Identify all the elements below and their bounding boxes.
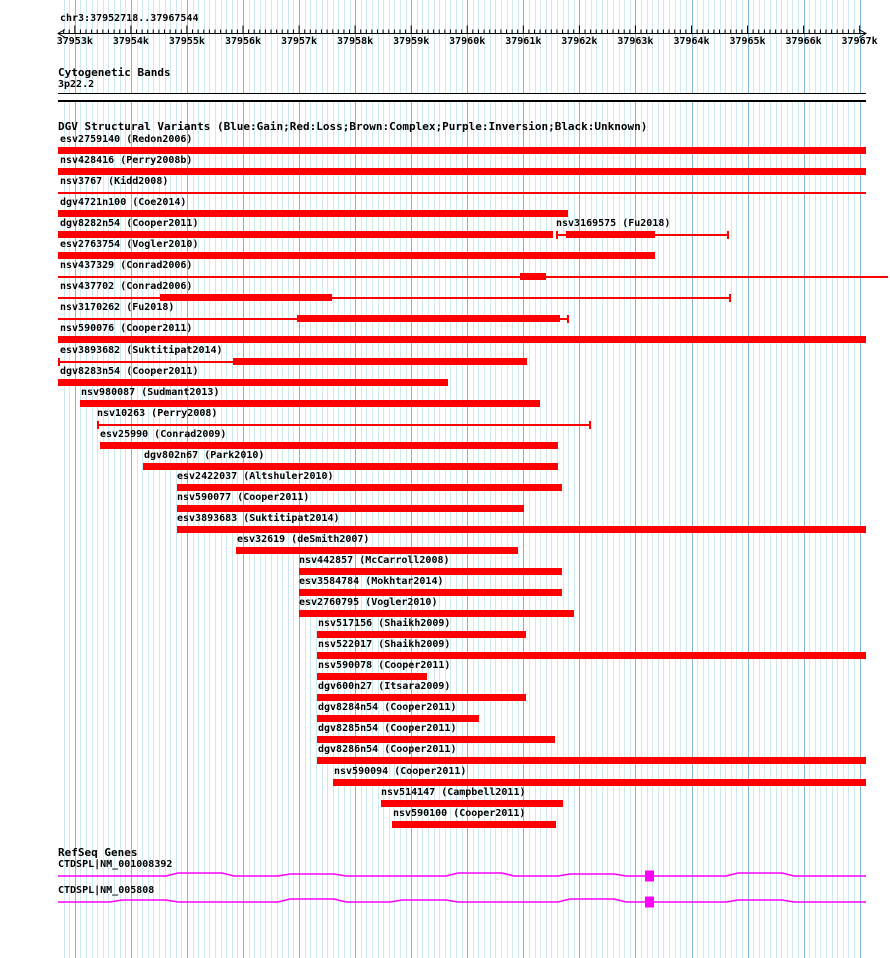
- variant-bar[interactable]: [589, 421, 591, 429]
- ruler-tick-label: 37953k: [56, 36, 93, 47]
- variant-bar[interactable]: [233, 358, 527, 365]
- variant-bar[interactable]: [160, 294, 332, 301]
- variant-bar[interactable]: [297, 315, 560, 322]
- variant-bar[interactable]: [567, 315, 569, 323]
- variant-bar[interactable]: [98, 424, 590, 426]
- variant-label: nsv514147 (Campbell2011): [381, 787, 526, 798]
- variant-bar[interactable]: [332, 297, 730, 299]
- variant-bar[interactable]: [381, 800, 563, 807]
- gene-label: CTDSPL|NM_005808: [58, 885, 155, 896]
- variant-label: nsv10263 (Perry2008): [97, 408, 218, 419]
- variant-bar[interactable]: [317, 757, 866, 764]
- variant-label: dgv8283n54 (Cooper2011): [60, 366, 199, 377]
- ruler-tick-label: 37960k: [449, 36, 486, 47]
- variant-bar[interactable]: [729, 294, 731, 302]
- variant-label: esv3893682 (Suktitipat2014): [60, 345, 223, 356]
- variant-bar[interactable]: [317, 694, 526, 701]
- variant-label: esv3893683 (Suktitipat2014): [177, 513, 340, 524]
- cytoband-label: 3p22.2: [58, 79, 95, 90]
- variant-label: dgv8282n54 (Cooper2011): [60, 218, 199, 229]
- variant-bar[interactable]: [143, 463, 558, 470]
- variant-bar[interactable]: [177, 505, 524, 512]
- variant-label: nsv980087 (Sudmant2013): [81, 387, 220, 398]
- variant-bar[interactable]: [557, 234, 566, 236]
- variant-bar[interactable]: [317, 652, 866, 659]
- variant-label: nsv590078 (Cooper2011): [318, 660, 451, 671]
- variant-bar[interactable]: [655, 234, 728, 236]
- variant-bar[interactable]: [727, 231, 729, 239]
- gene-line[interactable]: [58, 899, 866, 902]
- variant-bar[interactable]: [100, 442, 558, 449]
- gene-label: CTDSPL|NM_001008392: [58, 859, 173, 870]
- ruler-tick-label: 37959k: [393, 36, 430, 47]
- refseq-section-title: RefSeq Genes: [58, 846, 138, 859]
- variant-bar[interactable]: [317, 631, 526, 638]
- variant-bar[interactable]: [317, 673, 427, 680]
- variant-label: nsv3767 (Kidd2008): [60, 176, 169, 187]
- variant-label: nsv442857 (McCarroll2008): [299, 555, 450, 566]
- variant-bar[interactable]: [58, 192, 866, 194]
- variant-bar[interactable]: [299, 610, 574, 617]
- variant-bar[interactable]: [299, 589, 562, 596]
- dgv-section-title: DGV Structural Variants (Blue:Gain;Red:Loss;Brown:Complex;Purple:Inversion;Black:Unknown): [58, 120, 648, 133]
- variant-bar[interactable]: [58, 276, 888, 278]
- variant-bar[interactable]: [58, 252, 655, 259]
- variant-label: nsv428416 (Perry2008b): [60, 155, 193, 166]
- ruler-tick-label: 37967k: [841, 36, 878, 47]
- ruler-tick-label: 37963k: [617, 36, 654, 47]
- variant-label: nsv3170262 (Fu2018): [60, 302, 175, 313]
- variant-label: esv2759140 (Redon2006): [60, 134, 193, 145]
- variant-label: dgv8286n54 (Cooper2011): [318, 744, 457, 755]
- variant-bar[interactable]: [58, 336, 866, 343]
- variant-label: dgv4721n100 (Coe2014): [60, 197, 187, 208]
- variant-bar[interactable]: [177, 484, 562, 491]
- variant-label: nsv590094 (Cooper2011): [334, 766, 467, 777]
- variant-label: dgv802n67 (Park2010): [144, 450, 265, 461]
- gene-exon-marker[interactable]: [645, 897, 654, 908]
- variant-bar[interactable]: [58, 168, 866, 175]
- ruler-tick-label: 37962k: [561, 36, 598, 47]
- variant-bar[interactable]: [317, 715, 479, 722]
- ruler-tick-label: 37961k: [505, 36, 542, 47]
- ruler-tick-label: 37957k: [280, 36, 318, 47]
- gene-line[interactable]: [58, 873, 866, 876]
- variant-bar[interactable]: [236, 547, 518, 554]
- variant-label: nsv590077 (Cooper2011): [177, 492, 310, 503]
- variant-bar[interactable]: [392, 821, 556, 828]
- variant-label: esv2422037 (Altshuler2010): [177, 471, 334, 482]
- variant-bar[interactable]: [58, 210, 568, 217]
- variant-label: esv3584784 (Mokhtar2014): [299, 576, 444, 587]
- ruler-tick-label: 37965k: [729, 36, 766, 47]
- variant-label: esv2763754 (Vogler2010): [60, 239, 199, 250]
- variant-label: esv32619 (deSmith2007): [237, 534, 370, 545]
- variant-bar[interactable]: [520, 273, 546, 280]
- ruler-tick-label: 37966k: [785, 36, 822, 47]
- variant-bar[interactable]: [177, 526, 866, 533]
- cytogenetic-bands-title: Cytogenetic Bands: [58, 66, 171, 79]
- cytoband-box[interactable]: [58, 93, 866, 102]
- variant-bar[interactable]: [566, 231, 655, 238]
- variant-label: nsv437702 (Conrad2006): [60, 281, 193, 292]
- variant-label: esv25990 (Conrad2009): [100, 429, 227, 440]
- variant-label: nsv522017 (Shaikh2009): [318, 639, 451, 650]
- ruler-tick-label: 37964k: [673, 36, 710, 47]
- variant-label: nsv3169575 (Fu2018): [556, 218, 671, 229]
- variant-bar[interactable]: [58, 147, 866, 154]
- variant-bar[interactable]: [58, 318, 297, 320]
- region-title: chr3:37952718..37967544: [60, 13, 199, 24]
- variant-bar[interactable]: [299, 568, 562, 575]
- variant-label: nsv517156 (Shaikh2009): [318, 618, 451, 629]
- ruler-tick-label: 37958k: [337, 36, 374, 47]
- ruler-tick-label: 37955k: [168, 36, 205, 47]
- variant-label: dgv600n27 (Itsara2009): [318, 681, 451, 692]
- variant-label: esv2760795 (Vogler2010): [299, 597, 438, 608]
- variant-label: dgv8284n54 (Cooper2011): [318, 702, 457, 713]
- variant-label: nsv437329 (Conrad2006): [60, 260, 193, 271]
- variant-bar[interactable]: [80, 400, 540, 407]
- variant-bar[interactable]: [58, 231, 553, 238]
- variant-label: dgv8285n54 (Cooper2011): [318, 723, 457, 734]
- ruler-tick-label: 37954k: [112, 36, 149, 47]
- gene-exon-marker[interactable]: [645, 871, 654, 882]
- variant-bar[interactable]: [59, 361, 233, 363]
- variant-label: nsv590076 (Cooper2011): [60, 323, 193, 334]
- variant-bar[interactable]: [333, 779, 866, 786]
- ruler-tick-label: 37956k: [224, 36, 262, 47]
- variant-bar[interactable]: [58, 297, 160, 299]
- variant-bar[interactable]: [58, 379, 448, 386]
- variant-bar[interactable]: [317, 736, 555, 743]
- variant-label: nsv590100 (Cooper2011): [393, 808, 526, 819]
